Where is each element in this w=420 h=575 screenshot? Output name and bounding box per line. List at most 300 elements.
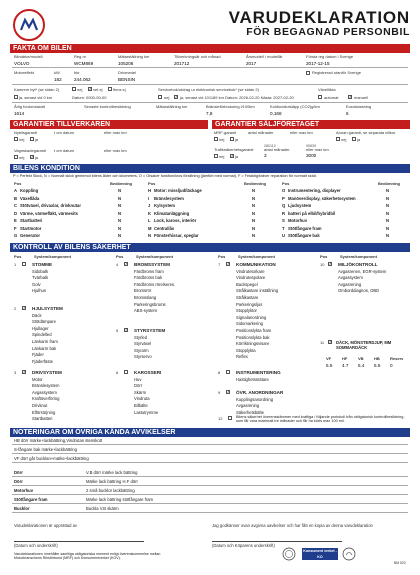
safety-body-item: Bilbälte xyxy=(134,403,148,408)
condition-item-label: Motorhuv xyxy=(288,218,308,223)
facts-value-firstreg: 2017-12-15 xyxy=(306,61,330,66)
safety-brakes-item: Färdbroms rörelseres. xyxy=(134,281,176,287)
condition-pos: N xyxy=(148,233,152,238)
warranty-mrf-months-label: antal månader xyxy=(248,130,274,135)
safety-lights-item: Körriktningsvisare xyxy=(236,341,270,347)
section-safety: KONTROLL AV BILENS SÄKERHET xyxy=(10,243,410,252)
note-area: Stötfångare fram xyxy=(14,497,48,502)
safety-frame-title: STOMME xyxy=(32,262,53,267)
condition-rating: N xyxy=(118,195,122,201)
safety-lights-pos: 7 xyxy=(218,262,221,267)
warranty-body-ja-checkbox[interactable] xyxy=(30,155,34,159)
condition-rating: N xyxy=(252,188,256,193)
kov-seal xyxy=(342,547,356,561)
safety-other-item: Säkerhetsbälte xyxy=(236,409,264,415)
safety-col3-comp: System/komponent xyxy=(238,254,275,259)
warranty-other-nej: nej xyxy=(341,137,347,142)
section-dealer-warranty: GARANTIER SÄLJFÖRETAGET xyxy=(212,120,410,129)
inspection-text: Bilens säkerhet överensstämmer med kraftiga / följande protokoll från obligatorisk kontrollbesiktning , som får vara maximalt tre månader och får ha körts max 100 mil. xyxy=(236,415,406,424)
condition-col1-eval: Bedömning xyxy=(110,181,132,186)
warranty-traffic-ja: ja xyxy=(235,154,239,159)
signature-left-label: Varudeklarationen är upprättad av xyxy=(14,523,78,528)
safety-lights-item: Strålkastare xyxy=(236,295,259,300)
warranty-new-label: Nybilsgaranti xyxy=(14,130,38,135)
facts-value-make: VOLVO xyxy=(14,61,30,66)
safety-other-item: Avgasrening xyxy=(236,403,260,409)
facts-label-make: Bilmärke/modell xyxy=(14,54,43,59)
safety-lights-item: Reflex xyxy=(236,354,248,360)
safety-frame-checkbox[interactable] xyxy=(22,262,26,266)
form-code: BM 520 xyxy=(394,561,406,565)
timingbelt-nej-label: nej xyxy=(77,87,83,92)
facts-label-firstreg: Första reg datum i Sverige xyxy=(306,54,354,59)
gearbox-automat-checkbox[interactable] xyxy=(318,95,322,99)
facts-label-inspection-km: Mätarställning km xyxy=(156,104,188,109)
facts-label-fuel: Drivmedel xyxy=(118,70,137,75)
safety-drive-title: DRIVSYSTEM xyxy=(32,370,62,375)
timingbelt-vetej-checkbox[interactable] xyxy=(88,87,92,91)
condition-pos: H xyxy=(148,188,152,193)
condition-pos: R xyxy=(282,210,286,216)
condition-rating: N xyxy=(252,210,256,216)
divider xyxy=(12,102,408,103)
condition-item-label: Startbatteri xyxy=(20,218,43,223)
safety-brakes-checkbox[interactable] xyxy=(124,262,128,266)
condition-col1-pos: Pos xyxy=(14,181,22,186)
divider xyxy=(12,453,408,454)
warranty-traffic-nej-checkbox[interactable] xyxy=(214,154,218,158)
safety-col1-pos: Pos xyxy=(14,254,22,259)
condition-rating: N xyxy=(118,188,122,193)
safety-lights-item: Sidomarkering xyxy=(236,321,263,327)
warranty-new-date-label: t om datum xyxy=(54,130,75,135)
safety-brakes-pos: 4 xyxy=(116,262,119,267)
inspection-checkbox[interactable] xyxy=(228,416,232,420)
condition-rating: N xyxy=(386,225,390,231)
warranty-traffic-label: Trafiksäkerhetsgaranti xyxy=(214,147,254,152)
facts-label-tax: Årlig fordonsskatt xyxy=(14,104,45,109)
safety-frame-item: Sidobalk xyxy=(32,268,49,274)
warranty-traffic-months: 3 xyxy=(264,153,267,158)
signature-right-caption: (Datum och Köparens underskrift) xyxy=(212,543,275,548)
condition-pos: S xyxy=(282,218,285,223)
divider xyxy=(12,67,408,68)
note-area: Dörr xyxy=(14,479,23,484)
condition-item-label: Startmotor xyxy=(20,225,42,231)
safety-body-item: Skärm xyxy=(134,389,147,395)
safety-lights-item: Positionslykta bak xyxy=(236,334,270,340)
tire-col-vf: VF xyxy=(326,356,332,361)
condition-pos: A xyxy=(14,188,18,193)
note-area: Motorhuv xyxy=(14,488,34,493)
safety-drive-item: Startbatteri xyxy=(32,416,53,422)
imported-checkbox[interactable] xyxy=(306,71,310,75)
safety-col4-pos: Pos xyxy=(320,254,328,259)
tires-title: DÄCK, MÖNSTERDJUP, MM SOMMARDÄCK xyxy=(336,340,392,350)
condition-rating: N xyxy=(252,225,256,231)
condition-item-label: Lock, kaross, interiör xyxy=(154,218,197,223)
condition-rating: N xyxy=(252,218,256,223)
signature-right-line[interactable] xyxy=(212,541,342,542)
tire-col-hf: HF xyxy=(342,356,348,361)
signature-left-caption: (Datum och underskrift) xyxy=(14,543,58,548)
footer-text: Varudeklarationen innehåller samtliga obligatoriska moment enligt överenskommelse mellan Motorbranschens Riksförbund (MRF) och Konsumentverket (KOV). xyxy=(14,552,161,561)
safety-steering-item: Styrväxel xyxy=(134,341,152,347)
tire-col-hb: HB xyxy=(374,356,380,361)
safety-lights-item: Stopplyktor xyxy=(236,308,257,314)
section-notes: NOTERINGAR OM ÖVRIGA KÄNDA AVVIKELSER xyxy=(10,428,410,437)
safety-lights-item: Backspegel xyxy=(236,281,258,287)
condition-rating: N xyxy=(386,203,390,208)
facts-label-modelyear: Årsmodell / modellår xyxy=(246,54,283,59)
safety-env-pos: 10 xyxy=(320,262,325,267)
facts-label-km: Mätarställning km xyxy=(118,54,150,59)
safety-lights-item: Parkeringsljus xyxy=(236,301,263,307)
warranty-body-nej-checkbox[interactable] xyxy=(14,155,18,159)
signature-right-label: Jag godkänner ovan avgivna uavikelser och har fått en kopia av denna varudeklaration xyxy=(212,523,373,528)
condition-item-label: Generator xyxy=(20,233,41,238)
facts-value-km: 105206 xyxy=(118,61,134,66)
condition-pos: M xyxy=(148,225,152,231)
facts-value-consumption: 7,8 xyxy=(206,111,213,116)
safety-env-title: MILJÖKONTROLL xyxy=(338,262,378,267)
warranty-traffic-code2: 99839 xyxy=(306,144,316,148)
gearbox-manuell-checkbox[interactable] xyxy=(348,95,352,99)
safety-instruments-item: Hastighetsmätare xyxy=(236,376,269,382)
safety-frame-item: Golv xyxy=(32,281,41,287)
note-divider xyxy=(12,503,408,504)
tire-col-vb: VB xyxy=(358,356,364,361)
condition-rating: N xyxy=(386,210,390,216)
safety-wheels-item: Däck xyxy=(32,312,42,318)
warranty-new-ja: ja xyxy=(35,137,39,142)
warranty-body-label: Vagnskadegaranti xyxy=(14,148,46,153)
warranty-mrf-label: MRF-garanti xyxy=(214,130,237,135)
warranty-other-label: Annan garanti, se separata villkor xyxy=(336,130,396,135)
safety-brakes-item: ABS-system xyxy=(134,308,158,314)
servicebook-ja-checkbox[interactable] xyxy=(174,95,178,99)
safety-col3-pos: Pos xyxy=(218,254,226,259)
condition-item-label: batteri på elbil/hybridbil xyxy=(288,210,336,216)
tire-val-reserv: 0 xyxy=(390,363,393,368)
safety-col2-comp: System/komponent xyxy=(136,254,173,259)
warranty-body-date-label: t om datum xyxy=(54,148,75,153)
safety-steering-checkbox[interactable] xyxy=(124,328,128,332)
servicebook-text: ja, senast vid 101189 km Datum: 2026-02-20 Nästa: 2027-02-20 xyxy=(180,95,294,100)
timingbelt-vetej-label: vet ej xyxy=(93,87,103,92)
facts-value-mfg: 201712 xyxy=(174,61,190,66)
facts-value-tax: 1614 xyxy=(14,111,25,116)
section-condition: BILENS KONDITION xyxy=(10,164,410,173)
condition-item-label: Stötfångare bak xyxy=(288,233,320,238)
consumer-agency-badge: Konsument verket - KO xyxy=(303,549,337,559)
timingbelt-km: ja, senast vid 0 km xyxy=(19,95,53,100)
safety-steering-pos: 5 xyxy=(116,328,119,333)
safety-brakes-title: BROMSSYSTEM xyxy=(134,262,170,267)
condition-pos: E xyxy=(14,218,17,223)
divider xyxy=(12,462,408,463)
condition-pos: K xyxy=(148,210,152,216)
condition-pos: J xyxy=(148,203,151,208)
condition-item-label: Instrumentering, displayer xyxy=(288,188,341,193)
safety-steering-item: Styrled xyxy=(134,334,148,340)
condition-item-label: Ljudsystem xyxy=(288,203,312,208)
warranty-body-nej: nej xyxy=(19,155,25,160)
warranty-traffic-km: 3000 xyxy=(306,153,317,158)
condition-item-label: Stötfångare fram xyxy=(288,225,322,231)
gearbox-automat-label: automat xyxy=(324,95,339,100)
condition-item-label: Koppling xyxy=(20,188,39,193)
section-manufacturer-warranty: GARANTIER TILLVERKAREN xyxy=(10,120,208,129)
facts-label-mfg: Tillverkningsår och månad xyxy=(174,54,221,59)
condition-item-label: Manöverdisplay, säkerhetssystem xyxy=(288,195,356,201)
safety-env-item: Omborddiagnos, OBD xyxy=(338,288,380,294)
timingbelt-date: Datum: 0000-00-00 xyxy=(72,95,107,100)
title-line1: VARUDEKLARATION xyxy=(228,8,410,27)
safety-frame-item: Hjulhus xyxy=(32,288,46,294)
safety-frame-item: Tvärbalk xyxy=(32,275,49,281)
condition-pos: B xyxy=(14,195,18,201)
safety-brakes-item: Bromsslang xyxy=(134,295,157,300)
facts-label-hkr: hkr xyxy=(74,70,80,75)
warranty-new-nej-checkbox[interactable] xyxy=(14,137,18,141)
condition-item-label: Klimatanläggning xyxy=(154,210,190,216)
document-title xyxy=(229,10,410,38)
condition-item-label: Stötväxel, drivaxlar, drivknutar xyxy=(20,203,81,208)
facts-label-co2: Koldioxidutsläpp (CO2)g/km xyxy=(270,104,320,109)
safety-drive-item: Avgassystem xyxy=(32,389,57,395)
facts-value-reg: WCM869 xyxy=(74,61,94,66)
safety-lights-item: Signalanordning xyxy=(236,314,267,320)
tires-pos: 11 xyxy=(320,340,325,345)
safety-lights-checkbox[interactable] xyxy=(226,262,230,266)
safety-env-checkbox[interactable] xyxy=(328,262,332,266)
safety-wheels-item: Fjäder xyxy=(32,352,44,358)
safety-wheels-title: HJULSYSTEM xyxy=(32,306,63,311)
facts-value-hkr: 244.062 xyxy=(74,77,91,82)
safety-lights-item: Vindrutespolare xyxy=(236,275,266,281)
facts-label-reg: Reg nr xyxy=(74,54,87,59)
safety-env-item: Avgasrening xyxy=(338,281,362,287)
servicebook-nej-label: nej xyxy=(164,95,170,100)
safety-lights-title: KOMMUNIKATION xyxy=(236,262,276,267)
condition-rating: N xyxy=(118,203,122,208)
facts-label-power: Motoreffekt xyxy=(14,70,34,75)
safety-lights-item: Vindrutetorkare xyxy=(236,268,265,274)
warranty-other-ja: ja xyxy=(357,137,361,142)
safety-env-item: Avgasrenen, EGR-system xyxy=(338,268,387,274)
facts-label-consumption: Bränsleförbrukning l/100km xyxy=(206,104,255,109)
safety-body-pos: 6 xyxy=(116,370,119,375)
inspection-pos: 12 xyxy=(218,416,223,421)
safety-lights-item: Stopplykta xyxy=(236,347,256,353)
note-description: Märke lack bättring H.F dörr xyxy=(86,479,138,484)
safety-other-title: ÖVR. ANORDNINGAR xyxy=(236,390,284,395)
safety-wheels-item: Fjäderfäste xyxy=(32,358,53,364)
note-area: Bucklor xyxy=(14,506,30,511)
warranty-traffic-km-label: eller max km xyxy=(306,147,329,152)
warranty-traffic-nej: nej xyxy=(219,154,225,159)
safety-wheels-item: Länkarm fram xyxy=(32,339,58,344)
note-description: Märke lack bättring stötfångare fram xyxy=(86,497,154,502)
timingbelt-finnsej-label: finns ej xyxy=(113,87,126,92)
safety-wheels-item: Hjullager xyxy=(32,325,49,331)
notes-line-3: VF dörr går bucklan+märke+lackbättring xyxy=(14,456,89,461)
servicebook-label: Servicebok/utdrag ur elektronisk servicebok* (se sidan 2) xyxy=(158,87,259,92)
safety-steering-item: Styrservo xyxy=(134,354,152,360)
condition-rating: N xyxy=(118,218,122,223)
imported-label: Registrerad utanför Sverige xyxy=(312,70,361,75)
warranty-body-km-label: eller max km xyxy=(104,148,127,153)
safety-body-item: Huv xyxy=(134,376,142,382)
condition-legend: P = Perfekt Skick, N = Normalt skick gentemot bilens ålder och kilometers, O = Orsaker funktion/kros förslitning (jämfört med normal), F = Felaktig/kräver reparation för normalt skick xyxy=(13,174,317,178)
safety-drive-pos: 3 xyxy=(14,370,17,375)
title-line2: FÖR BEGAGNAD PERSONBIL xyxy=(246,26,410,38)
facts-value-kw: 182 xyxy=(54,77,62,82)
safety-drive-checkbox[interactable] xyxy=(22,370,26,374)
safety-drive-item: Kraftöverföring xyxy=(32,396,60,402)
safety-drive-item: Drivknut xyxy=(32,403,48,408)
divider xyxy=(12,444,408,445)
note-area: Dörr xyxy=(14,470,23,475)
condition-rating: N xyxy=(118,233,122,238)
condition-col2-pos: Pos xyxy=(148,181,156,186)
facts-label-kw: kW xyxy=(54,70,60,75)
timingbelt-label: Kamrem byt* (se sidan 2) xyxy=(14,87,60,92)
facts-label-euro: Euroklassning xyxy=(346,104,372,109)
warranty-traffic-ja-checkbox[interactable] xyxy=(230,154,234,158)
safety-drive-item: Motor xyxy=(32,376,43,382)
timingbelt-finnsej-checkbox[interactable] xyxy=(108,87,112,91)
safety-lights-item: Strålkastare inställning xyxy=(236,288,279,294)
gearbox-manuell-label: manuell xyxy=(354,95,369,100)
warranty-other-ja-checkbox[interactable] xyxy=(352,137,356,141)
warranty-mrf-nej-checkbox[interactable] xyxy=(214,137,218,141)
condition-rating: N xyxy=(386,188,390,193)
mrf-logo xyxy=(12,8,46,42)
condition-pos: I xyxy=(148,195,150,201)
safety-wheels-checkbox[interactable] xyxy=(22,306,26,310)
condition-rating: N xyxy=(386,218,390,223)
warranty-other-nej-checkbox[interactable] xyxy=(336,137,340,141)
condition-pos: Q xyxy=(282,203,286,208)
declaration-page xyxy=(6,6,414,569)
tire-val-hf: 4.7 xyxy=(342,363,349,368)
warranty-mrf-ja: ja xyxy=(235,137,239,142)
notes-line-1: HB dörr märke+lackbättring,Vindrutan stenskott xyxy=(14,438,103,443)
condition-item-label: Värme, värmefläkt, värmesits xyxy=(20,210,78,216)
section-facts: FAKTA OM BILEN xyxy=(10,44,410,53)
signature-left-line[interactable] xyxy=(14,541,144,542)
tires-checkbox[interactable] xyxy=(328,340,332,344)
condition-rating: N xyxy=(118,210,122,216)
safety-body-item: Dörr xyxy=(134,383,143,389)
safety-col1-comp: System/komponent xyxy=(34,254,71,259)
condition-pos: G xyxy=(14,233,18,238)
safety-steering-item: Styrarm xyxy=(134,347,149,353)
warranty-new-ja-checkbox[interactable] xyxy=(30,137,34,141)
safety-wheels-item: Länkarm bak xyxy=(32,345,57,351)
safety-other-checkbox[interactable] xyxy=(226,390,230,394)
safety-body-title: KAROSSERI xyxy=(134,370,162,375)
safety-other-item: Kopplingsanordning xyxy=(236,396,274,402)
tire-val-vb: 5.4 xyxy=(358,363,365,368)
condition-pos: C xyxy=(14,203,18,208)
timingbelt-nej-checkbox[interactable] xyxy=(72,87,76,91)
safety-brakes-item: Färdbroms bak xyxy=(134,275,163,281)
warranty-body-ja: ja xyxy=(35,155,39,160)
condition-item-label: Växellåda xyxy=(20,195,40,201)
mrf-seal xyxy=(282,547,296,561)
facts-value-co2: 0,168 xyxy=(270,111,282,116)
note-description: V.B dörr märke lack bättring xyxy=(86,470,138,475)
gearbox-label: Växellåda xyxy=(318,87,336,92)
safety-body-checkbox[interactable] xyxy=(124,370,128,374)
safety-brakes-item: Parkeringsbroms xyxy=(134,301,166,307)
condition-rating: N xyxy=(252,233,256,238)
notes-line-2: S-fångare bak märke+lackbättring xyxy=(14,447,77,452)
condition-rating: N xyxy=(252,195,256,201)
warranty-traffic-code1: 280112 xyxy=(264,144,276,148)
safety-env-item: Avgassystem xyxy=(338,275,363,281)
safety-other-pos: 9 xyxy=(218,390,221,395)
timingbelt-ja-checkbox[interactable] xyxy=(14,95,18,99)
condition-rating: N xyxy=(252,203,256,208)
warranty-traffic-months-label: antal månader xyxy=(264,147,290,152)
note-description: Buckla V.B skärm xyxy=(86,506,119,511)
condition-pos: O xyxy=(282,188,286,193)
condition-item-label: Fönsterhissar, speglar xyxy=(154,233,199,238)
safety-body-item: Lastutrymme xyxy=(134,409,159,415)
safety-lights-item: Positionslykta fram xyxy=(236,328,272,333)
safety-drive-item: Bränslesystem xyxy=(32,383,60,389)
condition-pos: D xyxy=(14,210,18,216)
warranty-mrf-nej: nej xyxy=(219,137,225,142)
safety-col4-comp: System/komponent xyxy=(340,254,377,259)
condition-rating: N xyxy=(386,195,390,201)
warranty-new-nej: nej xyxy=(19,137,25,142)
condition-pos: U xyxy=(282,233,286,238)
condition-pos: T xyxy=(282,225,285,231)
warranty-mrf-ja-checkbox[interactable] xyxy=(230,137,234,141)
tire-val-vf: 5.5 xyxy=(326,363,333,368)
safety-instruments-checkbox[interactable] xyxy=(226,370,230,374)
safety-instruments-pos: 8 xyxy=(218,370,221,375)
note-divider xyxy=(12,494,408,495)
safety-col2-pos: Pos xyxy=(116,254,124,259)
condition-item-label: Centrallås xyxy=(154,225,175,231)
condition-pos: L xyxy=(148,218,151,223)
note-divider xyxy=(12,485,408,486)
safety-instruments-title: INSTRUMENTERING xyxy=(236,370,281,375)
servicebook-nej-checkbox[interactable] xyxy=(158,95,162,99)
safety-wheels-pos: 2 xyxy=(14,306,17,311)
note-divider xyxy=(12,512,408,513)
condition-rating: N xyxy=(386,233,390,238)
condition-col3-eval: Bedömning xyxy=(378,181,400,186)
safety-brakes-item: Bromsrör xyxy=(134,288,152,294)
note-description: 2 små bucklor lackbättring xyxy=(86,488,135,493)
condition-pos: F xyxy=(14,225,17,231)
warranty-mrf-km-label: eller max km xyxy=(290,130,313,135)
safety-brakes-item: Färdbroms fram xyxy=(134,268,164,274)
facts-label-inspection: Senaste kontrollbesiktning xyxy=(84,104,131,109)
condition-rating: N xyxy=(118,225,122,231)
safety-wheels-item: Spindelled xyxy=(32,332,52,338)
warranty-new-km-label: eller max km xyxy=(104,130,127,135)
tire-val-hb: 5.5 xyxy=(374,363,381,368)
safety-body-item: Vindruta xyxy=(134,396,150,402)
